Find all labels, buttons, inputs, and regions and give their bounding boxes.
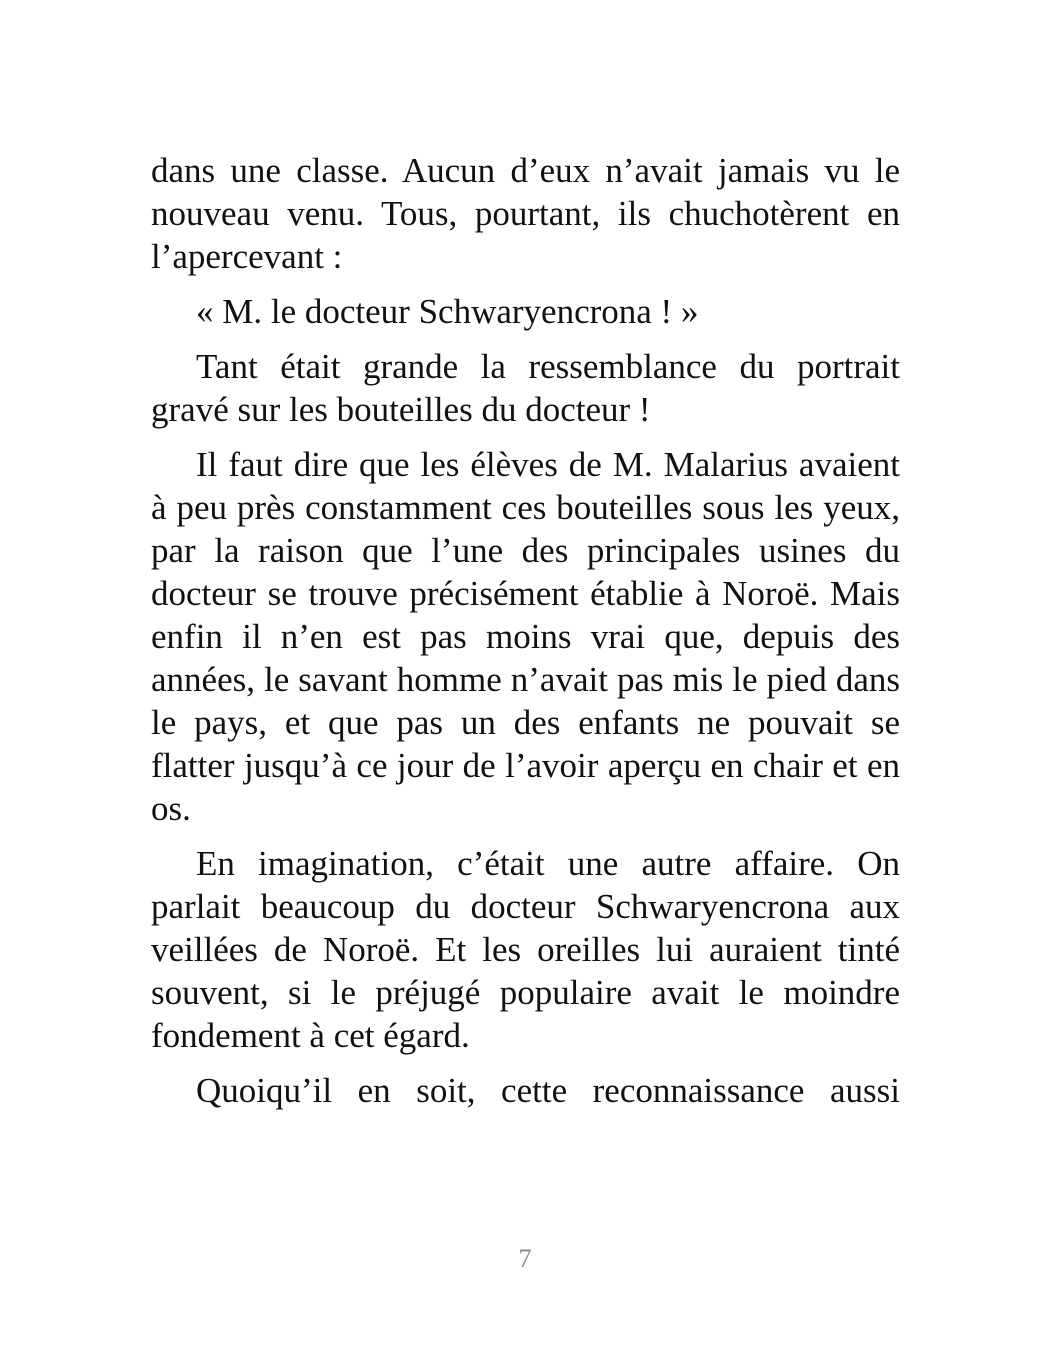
paragraph-resemblance: Tant était grande la ressemblance du portrait gravé sur les bouteilles du docteur !: [151, 347, 900, 429]
page-number: 7: [518, 1244, 532, 1273]
paragraph-exclamation: « M. le docteur Schwaryencrona ! »: [196, 292, 699, 331]
paragraph-recognition: Quoiqu’il en soit, cette reconnaissance aussi: [196, 1071, 900, 1110]
paragraph-continuation: dans une classe. Aucun d’eux n’avait jamais vu le nouveau venu. Tous, pourtant, ils chuchotèrent en l’apercevant :: [151, 151, 900, 276]
body-text: [151, 149, 900, 1124]
paragraph-pupils: Il faut dire que les élèves de M. Malarius avaient à peu près constamment ces bouteilles sous les yeux, par la raison que l’une des principales usines du docteur se trouve précisément établie à Noroë. Mais enfin il n’en est pas moins vrai que, depuis des années, le savant homme n’avait pas mis le pied dans le pays, et que pas un des enfants ne pouvait se flatter jusqu’à ce jour de l’avoir aperçu en chair et en os.: [151, 445, 900, 828]
paragraph-imagination: En imagination, c’était une autre affaire. On parlait beaucoup du docteur Schwaryencrona aux veillées de Noroë. Et les oreilles lui auraient tinté souvent, si le préjugé populaire avait le moindre fondement à cet égard.: [151, 844, 900, 1055]
